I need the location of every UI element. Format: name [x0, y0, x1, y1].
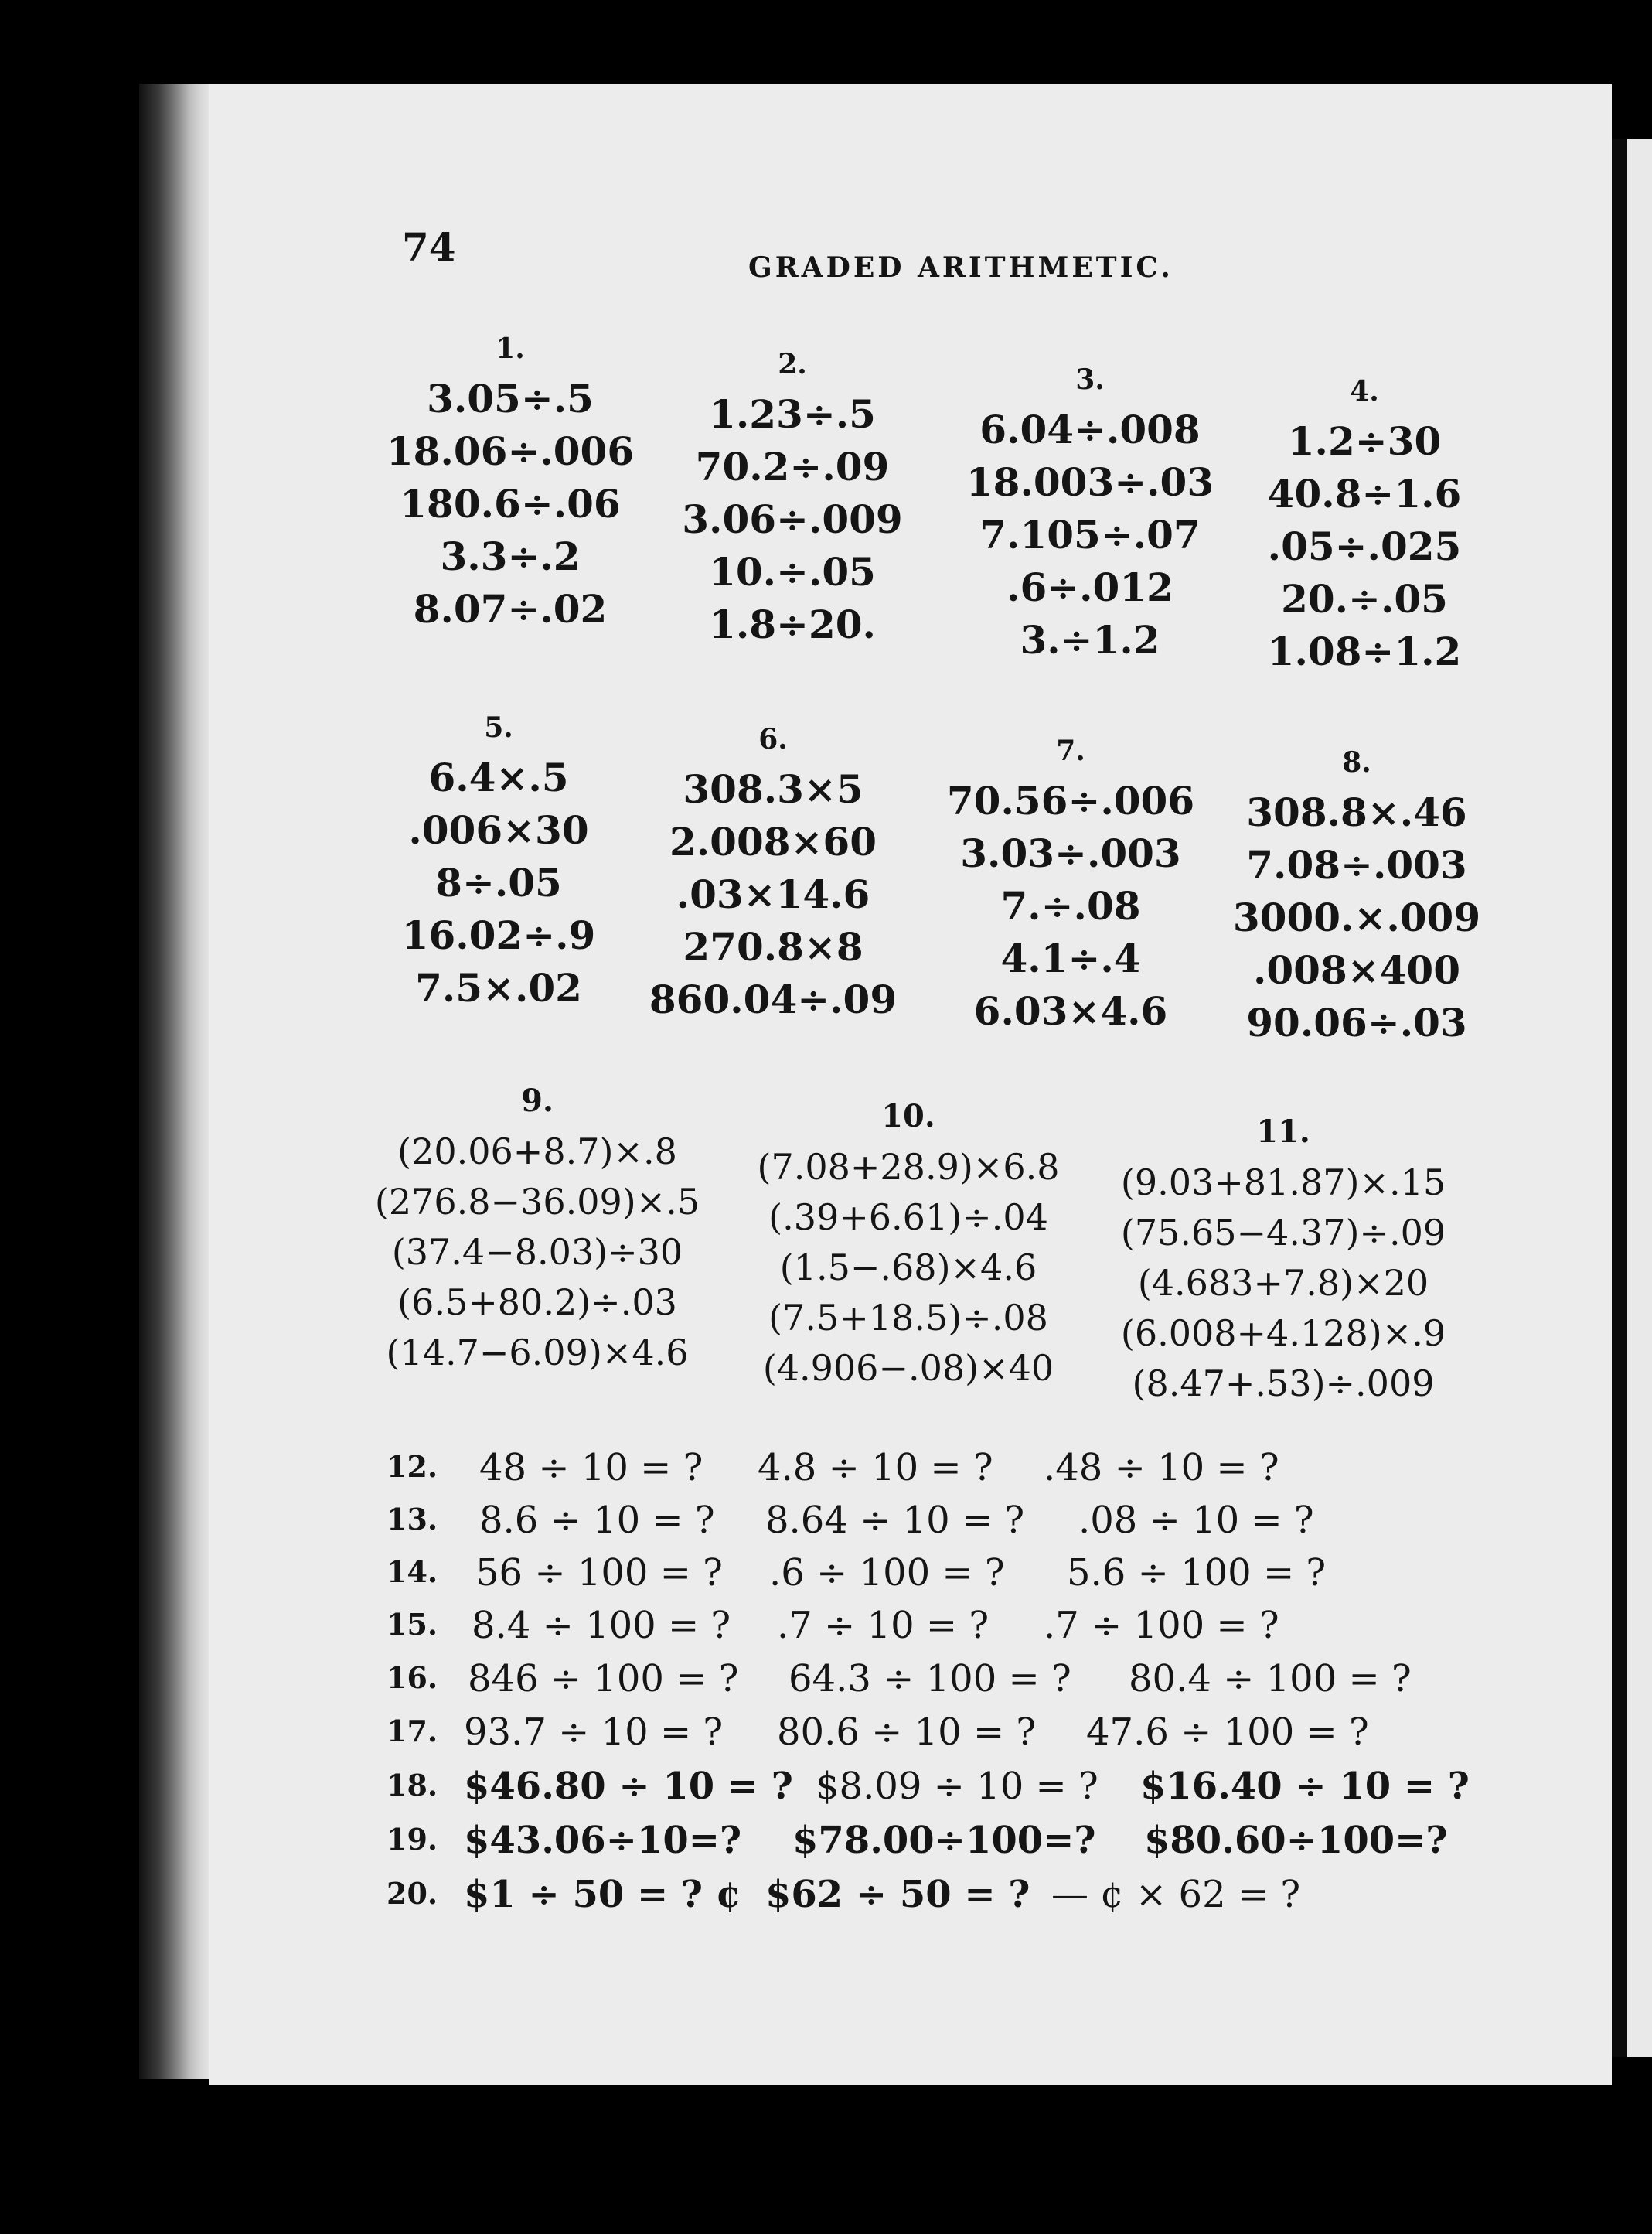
exercise-line: 18.003÷.03	[966, 459, 1214, 505]
exercise-number: 16.	[387, 1660, 438, 1695]
exercise-line: 7.5×.02	[415, 965, 582, 1011]
exercise-line: 6.04÷.008	[979, 407, 1201, 452]
exercise-number: 4.	[1350, 375, 1379, 408]
book-page-edges	[139, 84, 216, 2079]
exercise-number: 6.	[758, 723, 788, 755]
exercise-part: — ¢ × 62 = ?	[1051, 1873, 1301, 1916]
exercise-group-10	[723, 1098, 1094, 1393]
exercise-line: 90.06÷.03	[1246, 1000, 1467, 1045]
exercise-line: (7.5+18.5)÷.08	[768, 1297, 1048, 1339]
exercise-line: .05÷.025	[1267, 524, 1462, 569]
exercise-part: .7 ÷ 10 = ?	[777, 1604, 989, 1647]
exercise-line: 1.23÷.5	[709, 391, 876, 437]
exercise-number: 2.	[778, 348, 807, 380]
exercise-part: 56 ÷ 100 = ?	[475, 1551, 723, 1594]
exercise-line: 3.05÷.5	[427, 376, 594, 421]
exercise-part: $1 ÷ 50 = ? ¢	[464, 1873, 742, 1916]
exercise-line: 1.8÷20.	[709, 602, 876, 647]
exercise-part: .6 ÷ 100 = ?	[769, 1551, 1005, 1594]
exercise-number: 3.	[1075, 363, 1105, 396]
exercise-line: (.39+6.61)÷.04	[768, 1196, 1048, 1238]
exercise-line: (4.683+7.8)×20	[1137, 1262, 1429, 1304]
exercise-line: (276.8−36.09)×.5	[374, 1181, 700, 1223]
exercise-part: $80.60÷100=?	[1144, 1819, 1448, 1862]
exercise-number: 9.	[521, 1083, 554, 1119]
exercise-line: (6.008+4.128)×.9	[1120, 1312, 1446, 1354]
exercise-number: 1.	[496, 333, 525, 365]
exercise-line: 1.2÷30	[1287, 418, 1442, 464]
exercise-line: 20.÷.05	[1281, 576, 1448, 622]
exercise-line: 18.06÷.006	[386, 428, 635, 474]
exercise-number: 11.	[1256, 1114, 1310, 1150]
exercise-row-20	[387, 1873, 1484, 1919]
exercise-line: 6.03×4.6	[973, 988, 1168, 1034]
exercise-number: 14.	[387, 1554, 438, 1589]
exercise-line: (75.65−4.37)÷.09	[1120, 1212, 1446, 1253]
exercise-group-11	[1098, 1114, 1469, 1409]
exercise-row-12	[387, 1446, 1484, 1492]
exercise-line: 70.2÷.09	[695, 444, 890, 489]
exercise-part: $46.80 ÷ 10 = ?	[464, 1765, 793, 1808]
exercise-part: 80.4 ÷ 100 = ?	[1129, 1657, 1412, 1700]
exercise-row-13	[387, 1499, 1484, 1545]
exercise-number: 19.	[387, 1822, 438, 1857]
exercise-part: 64.3 ÷ 100 = ?	[789, 1657, 1071, 1700]
exercise-line: (6.5+80.2)÷.03	[397, 1281, 677, 1323]
exercise-line: (8.47+.53)÷.009	[1132, 1363, 1435, 1404]
exercise-number: 10.	[881, 1098, 935, 1134]
exercise-row-19	[387, 1819, 1484, 1865]
exercise-line: 6.4×.5	[428, 755, 569, 800]
exercise-group-5	[367, 711, 630, 1015]
exercise-group-4	[1233, 375, 1496, 678]
exercise-part: 8.4 ÷ 100 = ?	[472, 1604, 731, 1647]
exercise-group-6	[642, 723, 904, 1026]
exercise-group-7	[939, 735, 1202, 1038]
exercise-part: .7 ÷ 100 = ?	[1044, 1604, 1279, 1647]
exercise-part: 80.6 ÷ 10 = ?	[777, 1710, 1037, 1754]
exercise-line: (37.4−8.03)÷30	[391, 1231, 683, 1273]
exercise-part: 846 ÷ 100 = ?	[468, 1657, 739, 1700]
exercise-number: 12.	[387, 1449, 438, 1484]
exercise-group-2	[661, 348, 924, 651]
page-number: 74	[402, 224, 456, 270]
exercise-line: 1.08÷1.2	[1267, 629, 1462, 674]
exercise-line: .6÷.012	[1007, 564, 1173, 610]
exercise-line: .03×14.6	[676, 871, 870, 917]
gutter-shadow	[1612, 139, 1627, 2057]
exercise-line: 4.1÷.4	[1000, 936, 1141, 981]
exercise-part: 8.6 ÷ 10 = ?	[479, 1499, 715, 1542]
exercise-line: (1.5−.68)×4.6	[779, 1247, 1037, 1288]
exercise-line: (9.03+81.87)×.15	[1120, 1161, 1446, 1203]
exercise-row-16	[387, 1657, 1484, 1704]
exercise-line: 10.÷.05	[709, 549, 876, 595]
exercise-part: .48 ÷ 10 = ?	[1044, 1446, 1279, 1489]
exercise-number: 17.	[387, 1714, 438, 1748]
exercise-line: 270.8×8	[683, 924, 863, 970]
exercise-line: (4.906−.08)×40	[762, 1347, 1054, 1389]
exercise-line: 70.56÷.006	[946, 778, 1195, 824]
exercise-line: 3.06÷.009	[682, 496, 903, 542]
exercise-part: $78.00÷100=?	[792, 1819, 1096, 1862]
exercise-part: $8.09 ÷ 10 = ?	[816, 1765, 1098, 1808]
exercise-group-1	[379, 333, 642, 636]
exercise-line: 3000.×.009	[1232, 895, 1481, 940]
exercise-part: $62 ÷ 50 = ?	[765, 1873, 1030, 1916]
exercise-line: .006×30	[408, 807, 589, 853]
exercise-line: 7.÷.08	[1000, 883, 1141, 929]
exercise-number: 7.	[1056, 735, 1085, 767]
exercise-row-14	[387, 1551, 1484, 1598]
exercise-number: 5.	[484, 711, 513, 744]
exercise-number: 15.	[387, 1607, 438, 1642]
exercise-line: 8.07÷.02	[413, 586, 608, 632]
exercise-number: 20.	[387, 1876, 438, 1911]
exercise-part: $16.40 ÷ 10 = ?	[1140, 1765, 1470, 1808]
exercise-line: 2.008×60	[669, 819, 877, 865]
exercise-line: 7.105÷.07	[979, 512, 1201, 558]
exercise-number: 8.	[1342, 746, 1371, 779]
exercise-part: 8.64 ÷ 10 = ?	[765, 1499, 1025, 1542]
exercise-line: 3.÷1.2	[1020, 617, 1160, 663]
exercise-line: (14.7−6.09)×4.6	[386, 1332, 689, 1373]
exercise-line: 308.8×.46	[1246, 790, 1467, 835]
exercise-part: 48 ÷ 10 = ?	[479, 1446, 703, 1489]
exercise-line: 860.04÷.09	[649, 977, 898, 1022]
exercise-number: 18.	[387, 1768, 438, 1803]
exercise-line: 7.08÷.003	[1246, 842, 1467, 888]
exercise-group-9	[352, 1083, 723, 1378]
exercise-row-18	[387, 1765, 1484, 1811]
exercise-line: 16.02÷.9	[401, 912, 596, 958]
exercise-line: 8÷.05	[435, 860, 562, 906]
exercise-line: (20.06+8.7)×.8	[397, 1131, 677, 1172]
exercise-part: .08 ÷ 10 = ?	[1078, 1499, 1314, 1542]
running-head: GRADED ARITHMETIC.	[748, 251, 1173, 284]
exercise-line: (7.08+28.9)×6.8	[757, 1146, 1060, 1188]
exercise-line: 3.03÷.003	[960, 831, 1181, 876]
exercise-part: 93.7 ÷ 10 = ?	[464, 1710, 724, 1754]
exercise-line: .008×400	[1252, 947, 1461, 993]
exercise-group-3	[959, 363, 1221, 667]
exercise-part: 47.6 ÷ 100 = ?	[1086, 1710, 1369, 1754]
exercise-line: 308.3×5	[683, 766, 863, 812]
exercise-row-15	[387, 1604, 1484, 1650]
exercise-row-17	[387, 1710, 1484, 1757]
facing-page-edge	[1627, 139, 1652, 2057]
exercise-line: 3.3÷.2	[440, 534, 581, 579]
exercise-group-8	[1225, 746, 1488, 1049]
exercise-part: 4.8 ÷ 10 = ?	[758, 1446, 993, 1489]
exercise-line: 40.8÷1.6	[1267, 471, 1462, 517]
exercise-part: 5.6 ÷ 100 = ?	[1067, 1551, 1327, 1594]
exercise-line: 180.6÷.06	[400, 481, 621, 527]
exercise-number: 13.	[387, 1502, 438, 1537]
exercise-part: $43.06÷10=?	[464, 1819, 742, 1862]
